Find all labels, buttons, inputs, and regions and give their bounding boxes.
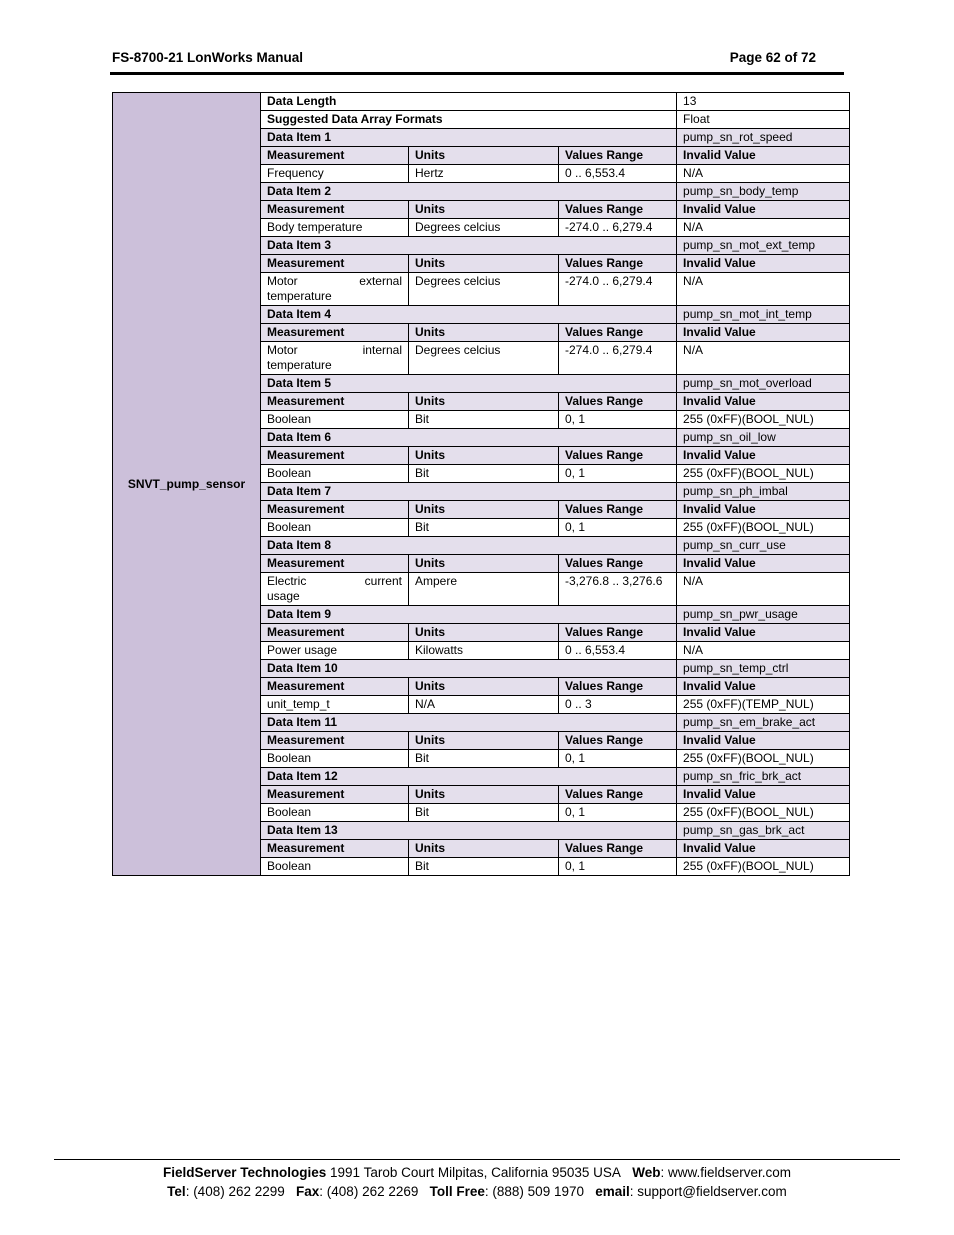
data-item-label: Data Item 8 [261,537,677,555]
invalid-value: 255 (0xFF)(BOOL_NUL) [677,411,850,429]
footer-tel-value: : (408) 262 2299 [185,1184,285,1199]
column-header-units: Units [409,201,559,219]
data-item-field: pump_sn_fric_brk_act [677,768,850,786]
column-header-measurement: Measurement [261,147,409,165]
measurement-word: external [359,274,402,288]
column-header-measurement: Measurement [261,201,409,219]
data-item-field: pump_sn_curr_use [677,537,850,555]
data-item-label: Data Item 2 [261,183,677,201]
invalid-value: N/A [677,273,850,306]
range-value: -274.0 .. 6,279.4 [559,342,677,375]
formats-label: Suggested Data Array Formats [261,111,677,129]
column-header-units: Units [409,624,559,642]
type-name-cell: SNVT_pump_sensor [113,93,261,876]
measurement-value: Boolean [261,411,409,429]
column-header-invalid: Invalid Value [677,255,850,273]
range-value: 0, 1 [559,750,677,768]
column-header-measurement: Measurement [261,555,409,573]
column-header-range: Values Range [559,501,677,519]
column-header-invalid: Invalid Value [677,624,850,642]
units-value: Degrees celcius [409,273,559,306]
data-item-label: Data Item 13 [261,822,677,840]
measurement-word: Motor [267,274,298,288]
footer-line-2 [54,1182,900,1201]
invalid-value: N/A [677,165,850,183]
measurement-line: temperature [267,358,332,372]
column-header-range: Values Range [559,201,677,219]
column-header-measurement: Measurement [261,786,409,804]
range-value: 0 .. 6,553.4 [559,642,677,660]
invalid-value: 255 (0xFF)(BOOL_NUL) [677,858,850,876]
measurement-line [267,343,402,358]
footer-tollfree-label: Toll Free [429,1184,485,1199]
data-item-label: Data Item 7 [261,483,677,501]
invalid-value: N/A [677,573,850,606]
measurement-line [267,574,402,589]
range-value: 0 .. 3 [559,696,677,714]
units-value: Degrees celcius [409,342,559,375]
range-value: 0, 1 [559,465,677,483]
invalid-value: 255 (0xFF)(BOOL_NUL) [677,465,850,483]
units-value: Bit [409,519,559,537]
column-header-invalid: Invalid Value [677,732,850,750]
footer-email-label: email [595,1184,630,1199]
column-header-units: Units [409,147,559,165]
column-header-measurement: Measurement [261,732,409,750]
measurement-value [261,573,409,606]
column-header-units: Units [409,732,559,750]
invalid-value: N/A [677,342,850,375]
measurement-value: Boolean [261,858,409,876]
data-item-label: Data Item 5 [261,375,677,393]
column-header-units: Units [409,324,559,342]
invalid-value: N/A [677,642,850,660]
column-header-range: Values Range [559,678,677,696]
measurement-value: Power usage [261,642,409,660]
column-header-invalid: Invalid Value [677,840,850,858]
data-item-label: Data Item 9 [261,606,677,624]
column-header-invalid: Invalid Value [677,201,850,219]
footer-fax-value: : (408) 262 2269 [319,1184,419,1199]
data-item-label: Data Item 10 [261,660,677,678]
measurement-value: Boolean [261,804,409,822]
measurement-word: current [364,574,402,588]
data-item-field: pump_sn_pwr_usage [677,606,850,624]
formats-value: Float [677,111,850,129]
footer-company: FieldServer Technologies [162,1165,327,1180]
data-item-field: pump_sn_temp_ctrl [677,660,850,678]
measurement-value: Frequency [261,165,409,183]
range-value: 0, 1 [559,858,677,876]
column-header-range: Values Range [559,624,677,642]
units-value: Bit [409,411,559,429]
measurement-value: Boolean [261,519,409,537]
measurement-line: temperature [267,289,332,303]
column-header-range: Values Range [559,840,677,858]
column-header-invalid: Invalid Value [677,393,850,411]
column-header-measurement: Measurement [261,840,409,858]
data-item-field: pump_sn_rot_speed [677,129,850,147]
range-value: -3,276.8 .. 3,276.6 [559,573,677,606]
header-rule [110,72,844,75]
doc-title: FS-8700-21 LonWorks Manual [112,50,304,65]
measurement-word: Electric [267,574,307,588]
column-header-measurement: Measurement [261,393,409,411]
column-header-units: Units [409,678,559,696]
column-header-range: Values Range [559,147,677,165]
column-header-invalid: Invalid Value [677,501,850,519]
footer-rule [54,1159,900,1160]
column-header-units: Units [409,255,559,273]
snvt-pump-sensor-table [112,92,850,876]
data-item-field: pump_sn_body_temp [677,183,850,201]
data-item-field: pump_sn_em_brake_act [677,714,850,732]
measurement-value: Boolean [261,750,409,768]
units-value: Hertz [409,165,559,183]
measurement-line [267,274,402,289]
measurement-value: unit_temp_t [261,696,409,714]
column-header-units: Units [409,501,559,519]
invalid-value: 255 (0xFF)(BOOL_NUL) [677,519,850,537]
units-value: Degrees celcius [409,219,559,237]
column-header-measurement: Measurement [261,624,409,642]
column-header-invalid: Invalid Value [677,786,850,804]
column-header-range: Values Range [559,324,677,342]
range-value: -274.0 .. 6,279.4 [559,273,677,306]
column-header-units: Units [409,786,559,804]
footer-tel-label: Tel [167,1184,186,1199]
page-footer [54,1163,900,1201]
data-item-label: Data Item 1 [261,129,677,147]
range-value: 0, 1 [559,411,677,429]
measurement-word: internal [362,343,402,357]
data-item-field: pump_sn_mot_int_temp [677,306,850,324]
column-header-invalid: Invalid Value [677,147,850,165]
column-header-range: Values Range [559,393,677,411]
invalid-value: 255 (0xFF)(BOOL_NUL) [677,750,850,768]
column-header-invalid: Invalid Value [677,678,850,696]
column-header-measurement: Measurement [261,324,409,342]
range-value: 0, 1 [559,804,677,822]
data-item-label: Data Item 12 [261,768,677,786]
column-header-range: Values Range [559,447,677,465]
data-item-field: pump_sn_oil_low [677,429,850,447]
footer-tollfree-value: : (888) 509 1970 [484,1184,584,1199]
data-item-field: pump_sn_mot_overload [677,375,850,393]
column-header-measurement: Measurement [261,447,409,465]
units-value: Kilowatts [409,642,559,660]
column-header-measurement: Measurement [261,255,409,273]
measurement-value: Boolean [261,465,409,483]
measurement-value [261,342,409,375]
measurement-value: Body temperature [261,219,409,237]
page-header [112,50,816,68]
footer-email-value: : support@fieldserver.com [629,1184,787,1199]
invalid-value: 255 (0xFF)(TEMP_NUL) [677,696,850,714]
range-value: -274.0 .. 6,279.4 [559,219,677,237]
column-header-range: Values Range [559,555,677,573]
data-item-field: pump_sn_gas_brk_act [677,822,850,840]
column-header-invalid: Invalid Value [677,324,850,342]
units-value: N/A [409,696,559,714]
footer-address: 1991 Tarob Court Milpitas, California 95035 USA [326,1165,621,1180]
units-value: Ampere [409,573,559,606]
column-header-units: Units [409,840,559,858]
units-value: Bit [409,858,559,876]
data-item-label: Data Item 11 [261,714,677,732]
range-value: 0, 1 [559,519,677,537]
data-length-label: Data Length [261,93,677,111]
units-value: Bit [409,804,559,822]
range-value: 0 .. 6,553.4 [559,165,677,183]
footer-web-value: : www.fieldserver.com [660,1165,792,1180]
measurement-line: usage [267,589,300,603]
measurement-value [261,273,409,306]
column-header-range: Values Range [559,786,677,804]
column-header-invalid: Invalid Value [677,555,850,573]
column-header-measurement: Measurement [261,501,409,519]
data-item-label: Data Item 6 [261,429,677,447]
units-value: Bit [409,750,559,768]
units-value: Bit [409,465,559,483]
footer-fax-label: Fax [296,1184,320,1199]
data-item-field: pump_sn_ph_imbal [677,483,850,501]
column-header-invalid: Invalid Value [677,447,850,465]
data-item-field: pump_sn_mot_ext_temp [677,237,850,255]
column-header-measurement: Measurement [261,678,409,696]
page-number: Page 62 of 72 [729,50,816,65]
column-header-units: Units [409,447,559,465]
column-header-units: Units [409,555,559,573]
invalid-value: 255 (0xFF)(BOOL_NUL) [677,804,850,822]
data-item-label: Data Item 3 [261,237,677,255]
column-header-units: Units [409,393,559,411]
footer-line-1 [54,1163,900,1182]
footer-web-label: Web [632,1165,661,1180]
column-header-range: Values Range [559,255,677,273]
data-length-value: 13 [677,93,850,111]
data-item-label: Data Item 4 [261,306,677,324]
measurement-word: Motor [267,343,298,357]
data-length-row [113,93,850,111]
column-header-range: Values Range [559,732,677,750]
invalid-value: N/A [677,219,850,237]
